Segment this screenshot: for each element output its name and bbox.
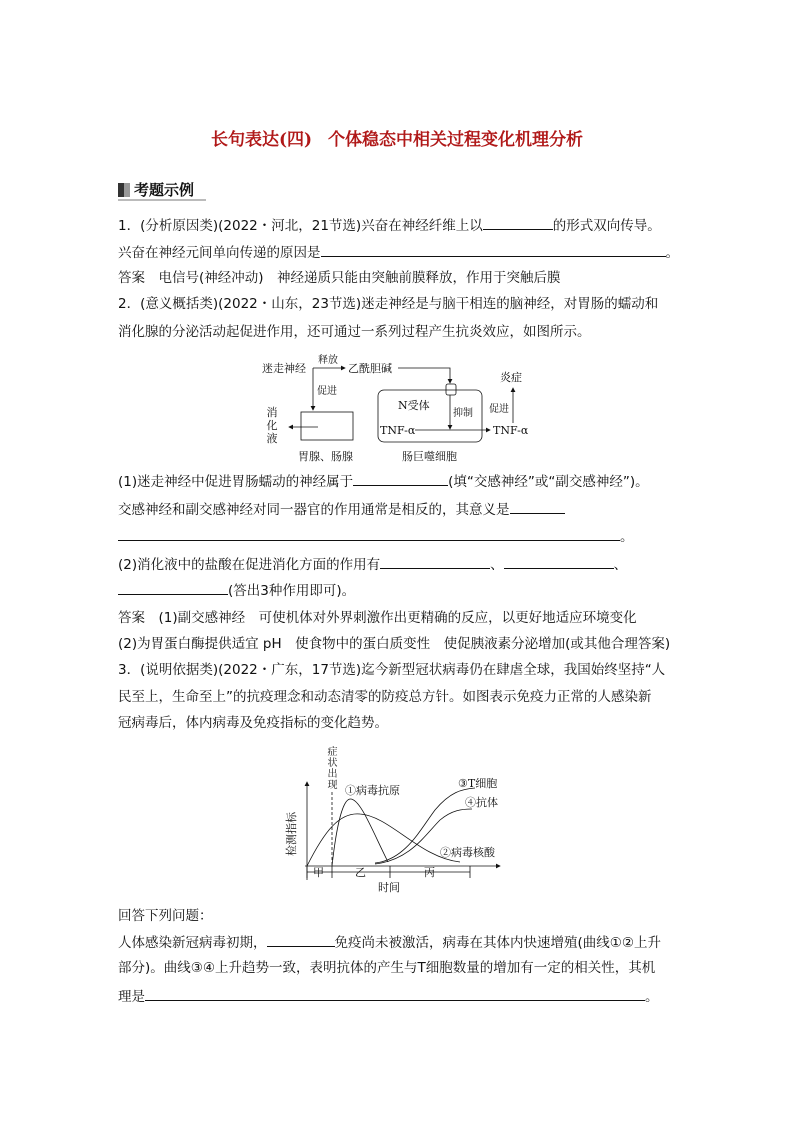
- q2-answer1: 答案 (1)副交感神经 可使机体对外界刺激作出更精确的反应，以更好地适应环境变化: [118, 610, 637, 626]
- vagus-diagram: [262, 353, 529, 463]
- q2-part1: (1)迷走神经中促进胃肠蠕动的神经属于 (填“交感神经”或“副交感神经”)。: [118, 474, 649, 490]
- svg-text:肠巨噬细胞: 肠巨噬细胞: [402, 450, 457, 463]
- juice-label: 消化液: [266, 406, 278, 445]
- svg-text:胃腺、肠腺: 胃腺、肠腺: [298, 450, 353, 463]
- answer-blank[interactable]: [145, 987, 645, 1001]
- label-c4: ④抗体: [465, 796, 498, 809]
- curve-antigen: [332, 799, 388, 866]
- phase-label: 丙: [424, 866, 435, 879]
- receptor-box: [446, 384, 456, 395]
- q2-line2: 消化腺的分泌活动起促进作用，还可通过一系列过程产生抗炎效应，如图所示。: [118, 324, 591, 340]
- immune-chart: [284, 777, 500, 894]
- q1-answer: 答案 电信号(神经冲动) 神经递质只能由突触前膜释放，作用于突触后膜: [118, 270, 561, 286]
- node-vagus: 迷走神经: [262, 362, 306, 375]
- q3-q-line3: 理是 。: [118, 989, 659, 1005]
- svg-text:抑制: 抑制: [453, 408, 473, 419]
- q2-line1: 2．(意义概括类)(2022・山东，23节选)迷走神经是与脑干相连的脑神经，对胃肠的蠕动和: [118, 296, 659, 312]
- symptom-label: 症状出现: [327, 747, 338, 791]
- phase-label: 甲: [313, 866, 324, 879]
- q1-line1: 1．(分析原因类)(2022・河北，21节选)兴奋在神经纤维上以 的形式双向传导。: [118, 218, 661, 234]
- q3-line1: 3．(说明依据类)(2022・广东，17节选)迄今新型冠状病毒仍在肆虐全球，我国始终坚持“人: [118, 662, 666, 678]
- arrow-ach: [398, 368, 450, 383]
- phase-label: 乙: [355, 866, 366, 879]
- q3-line2: 民至上，生命至上”的抗疫理念和动态清零的防疫总方针。如图表示免疫力正常的人感染新: [118, 689, 652, 705]
- y-label: 检测指标: [285, 812, 298, 856]
- label-release: 释放: [318, 355, 338, 366]
- answer-blank[interactable]: [118, 527, 620, 541]
- answer-blank[interactable]: [504, 555, 614, 569]
- q3-q-line1: 人体感染新冠病毒初期， 免疫尚未被激活，病毒在其体内快速增殖(曲线①②上升: [118, 935, 661, 951]
- svg-text:TNF-α: TNF-α: [380, 424, 416, 437]
- label-c2: ②病毒核酸: [440, 846, 495, 859]
- label-c3: ③T细胞: [458, 777, 498, 790]
- q1-line2: 兴奋在神经元间单向传递的原因是 。: [118, 245, 679, 261]
- q2-answer2: (2)为胃蛋白酶提供适宜 pH 使食物中的蛋白质变性 使促胰液素分泌增加(或其他合理答案): [118, 636, 671, 652]
- node-ach: 乙酰胆碱: [348, 362, 392, 375]
- q2-part2-line2: (答出3种作用即可)。: [118, 581, 355, 600]
- curve-nucleic-acid: [307, 814, 460, 866]
- svg-text:N受体: N受体: [398, 399, 430, 412]
- svg-text:炎症: 炎症: [500, 371, 522, 384]
- svg-text:促进: 促进: [317, 386, 337, 397]
- answer-blank[interactable]: [510, 500, 565, 514]
- answer-blank[interactable]: [353, 472, 448, 486]
- q3-q-line2: 部分)。曲线③④上升趋势一致，表明抗体的产生与T细胞数量的增加有一定的相关性，其机: [118, 960, 656, 976]
- q3-line3: 冠病毒后，体内病毒及免疫指标的变化趋势。: [118, 715, 388, 731]
- gland-box: [301, 412, 353, 440]
- q2-part1-line2: 交感神经和副交感神经对同一器官的作用通常是相反的，其意义是: [118, 500, 565, 519]
- x-label: 时间: [378, 881, 400, 894]
- section-header: 考题示例: [118, 179, 206, 201]
- q3-prompt: 回答下列问题：: [118, 908, 213, 924]
- page-title: 长句表达(四) 个体稳态中相关过程变化机理分析: [210, 130, 584, 150]
- label-c1: ①病毒抗原: [345, 784, 400, 797]
- q2-part2: (2)消化液中的盐酸在促进消化方面的作用有 、 、: [118, 557, 628, 573]
- svg-text:TNF-α: TNF-α: [493, 424, 529, 437]
- q2-part1-line3: 。: [118, 527, 634, 546]
- answer-blank[interactable]: [380, 555, 490, 569]
- svg-text:促进: 促进: [489, 404, 509, 415]
- answer-blank[interactable]: [267, 933, 335, 947]
- answer-blank[interactable]: [118, 581, 228, 595]
